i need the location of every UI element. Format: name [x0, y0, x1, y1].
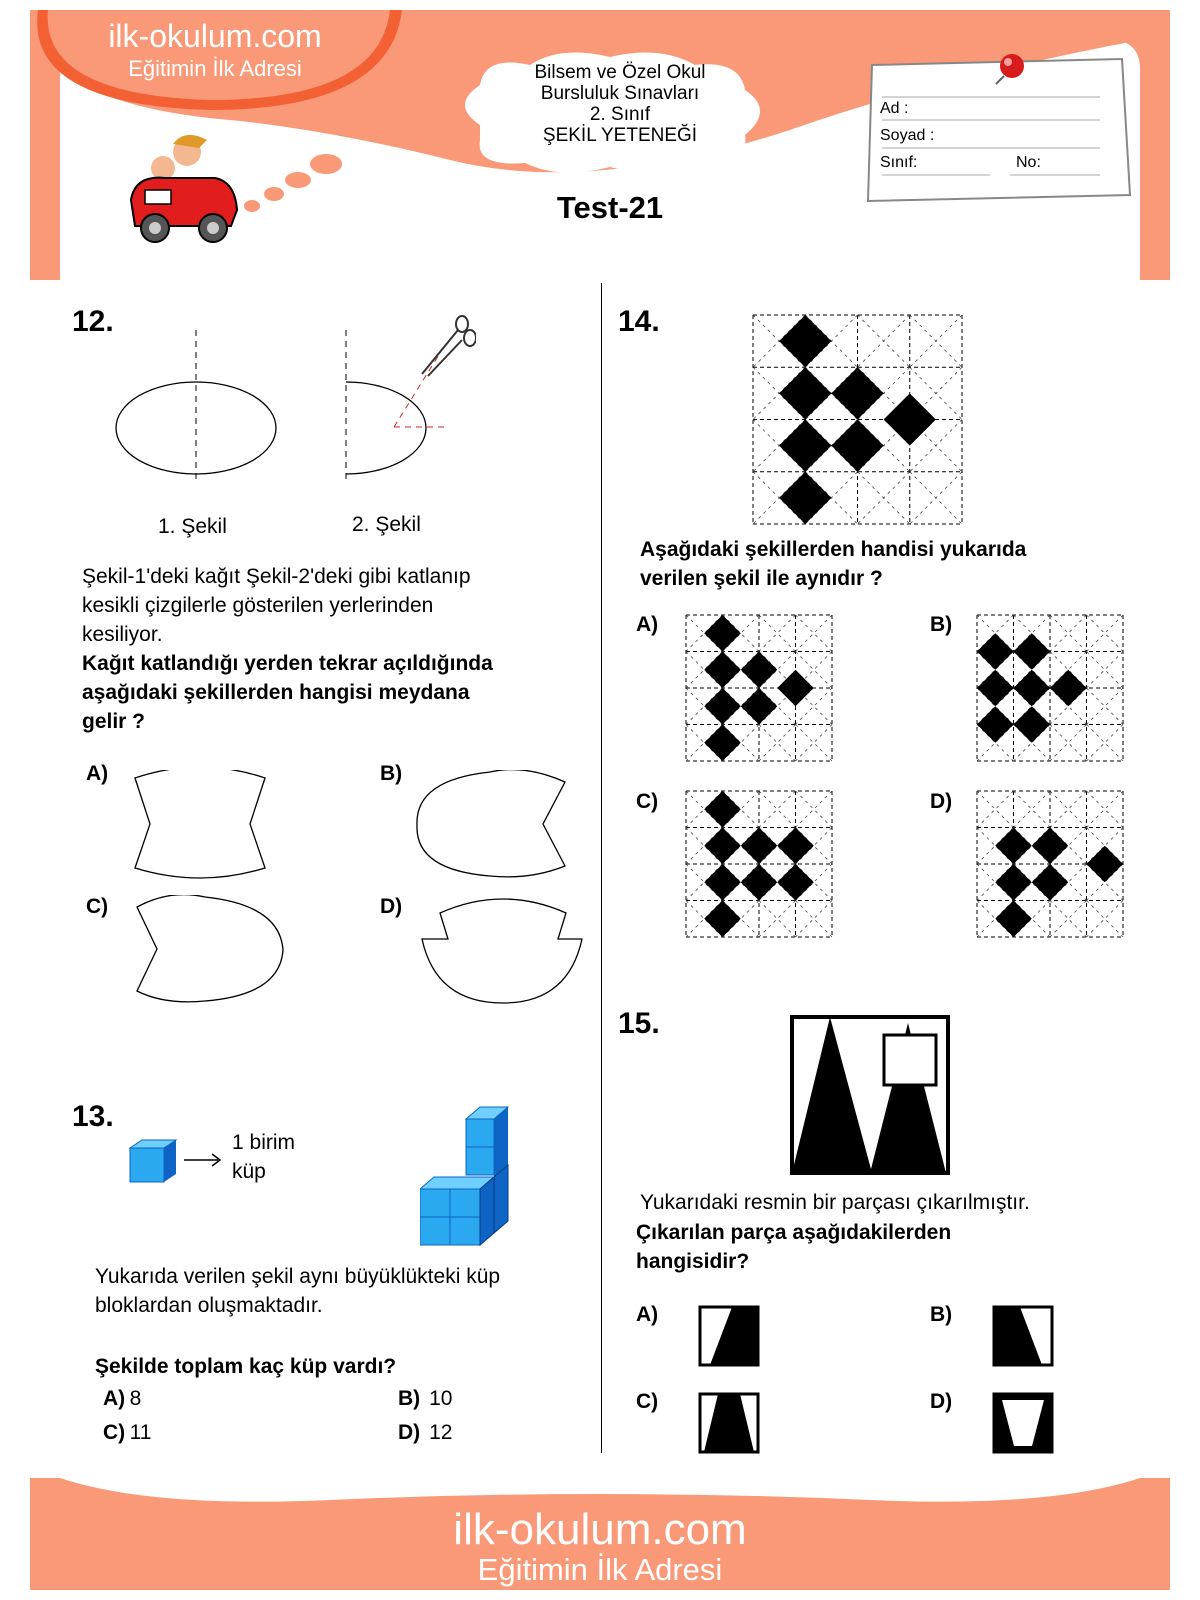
grid-diagonal	[858, 315, 910, 367]
q12-option-d[interactable]: D)	[380, 895, 403, 918]
black-diamond	[977, 670, 1014, 707]
q15-piece-d[interactable]	[992, 1392, 1054, 1454]
text-line: Yukarıda verilen şekil aynı büyüklükteki küp	[95, 1265, 501, 1288]
q13-question: Şekilde toplam kaç küp vardı?	[95, 1355, 397, 1378]
black-diamond	[995, 828, 1032, 865]
black-diamond	[741, 652, 778, 689]
cloud-title	[495, 62, 745, 146]
grid-diagonal	[910, 472, 962, 524]
black-diamond	[741, 828, 778, 865]
black-diamond	[831, 420, 883, 472]
text-line: kesikli çizgilerle gösterilen yerlerinden	[82, 594, 434, 617]
q12-option-c[interactable]: C)	[86, 895, 109, 918]
label-line: küp	[232, 1160, 266, 1183]
black-diamond	[831, 367, 883, 419]
text-line: kesiliyor.	[82, 623, 163, 646]
option-label: C)	[103, 1421, 126, 1444]
q13-option-b[interactable]	[398, 1387, 452, 1411]
black-diamond	[704, 652, 741, 689]
q15-option-b[interactable]: B)	[930, 1303, 953, 1326]
black-diamond	[704, 725, 741, 762]
q12-fig1-label: 1. Şekil	[158, 515, 227, 538]
q15-option-d[interactable]: D)	[930, 1390, 953, 1413]
unit-cube-icon	[128, 1138, 228, 1188]
black-diamond	[777, 828, 814, 865]
question-line: gelir ?	[82, 710, 146, 733]
form-class-label: Sınıf:	[880, 154, 918, 171]
q13-text	[95, 1262, 595, 1320]
black-diamond	[779, 367, 831, 419]
question-line: Kağıt katlandığı yerden tekrar açıldığında	[82, 652, 493, 675]
form-number-label: No:	[1016, 154, 1041, 171]
footer-subtitle: Eğitimin İlk Adresi	[477, 1552, 723, 1587]
q13-option-d[interactable]	[398, 1421, 452, 1445]
q15-question	[636, 1218, 1176, 1276]
q12-shape-c[interactable]	[125, 895, 285, 1005]
q14-question	[640, 535, 1180, 593]
q14-grid-b[interactable]	[974, 612, 1126, 764]
q15-piece-c[interactable]	[698, 1392, 760, 1454]
logo-subtitle: Eğitimin İlk Adresi	[128, 56, 302, 81]
logo-title[interactable]: ilk-okulum.com	[108, 18, 322, 54]
black-diamond	[741, 688, 778, 725]
black-diamond	[704, 688, 741, 725]
q14-option-c[interactable]: C)	[636, 790, 659, 813]
black-diamond	[779, 315, 831, 367]
cube-stack-figure	[420, 1105, 520, 1255]
q12-text	[82, 562, 582, 736]
q12-shape-a[interactable]	[125, 770, 275, 880]
q12-fig2-label: 2. Şekil	[352, 513, 421, 536]
black-diamond	[704, 828, 741, 865]
black-diamond	[704, 864, 741, 901]
scissors-icon	[418, 314, 476, 378]
thought-bubbles	[230, 150, 350, 220]
black-diamond	[1014, 706, 1051, 743]
text-line: Şekil-1'deki kağıt Şekil-2'deki gibi katlanıp	[82, 565, 471, 588]
q15-option-a[interactable]: A)	[636, 1303, 659, 1326]
q14-option-a[interactable]: A)	[636, 613, 659, 636]
q12-shape-d[interactable]	[418, 895, 588, 1005]
question-line: verilen şekil ile aynıdır ?	[640, 567, 883, 590]
grid-diagonal	[858, 472, 910, 524]
question-line: Çıkarılan parça aşağıdakilerden	[636, 1221, 952, 1244]
form-name-label: Ad :	[880, 100, 909, 117]
q13-option-c[interactable]	[103, 1421, 151, 1445]
pin-icon	[990, 50, 1030, 90]
black-diamond	[977, 706, 1014, 743]
q15-number: 15.	[618, 1007, 660, 1040]
black-diamond	[741, 864, 778, 901]
black-diamond	[1087, 846, 1124, 883]
black-diamond	[995, 864, 1032, 901]
q12-shape-b[interactable]	[415, 770, 575, 880]
option-value: 10	[429, 1387, 453, 1410]
option-value: 12	[429, 1421, 453, 1444]
cloud-line: 2. Sınıf	[589, 104, 651, 125]
black-diamond	[704, 791, 741, 828]
black-diamond	[779, 420, 831, 472]
q14-grid-d[interactable]	[974, 788, 1126, 940]
q12-option-a[interactable]: A)	[86, 762, 109, 785]
cloud-line: Bilsem ve Özel Okul	[534, 62, 706, 83]
cloud-line: ŞEKİL YETENEĞİ	[542, 125, 698, 146]
q15-main-picture	[790, 1015, 952, 1175]
q14-grid-c[interactable]	[683, 788, 835, 940]
option-value: 8	[129, 1387, 142, 1410]
black-diamond	[1014, 670, 1051, 707]
black-diamond	[777, 864, 814, 901]
black-diamond	[777, 670, 814, 707]
q14-grid-a[interactable]	[683, 612, 835, 764]
black-diamond	[1050, 670, 1087, 707]
black-diamond	[1014, 633, 1051, 670]
q14-option-b[interactable]: B)	[930, 613, 953, 636]
cloud-line: Bursluluk Sınavları	[540, 83, 700, 104]
black-diamond	[704, 901, 741, 938]
text-line: bloklardan oluşmaktadır.	[95, 1294, 323, 1317]
grid-diagonal	[910, 315, 962, 367]
black-diamond	[977, 633, 1014, 670]
q15-option-c[interactable]: C)	[636, 1390, 659, 1413]
q12-option-b[interactable]: B)	[380, 762, 403, 785]
q13-number: 13.	[72, 1100, 114, 1133]
car-mascot-icon	[125, 130, 240, 250]
question-line: Aşağıdaki şekillerden handisi yukarıda	[640, 538, 1027, 561]
option-label: D)	[398, 1421, 421, 1444]
q13-option-a[interactable]	[103, 1387, 141, 1411]
column-divider	[601, 283, 602, 1453]
black-diamond	[884, 393, 936, 445]
form-surname-label: Soyad :	[880, 127, 935, 144]
unit-cube-label	[232, 1128, 295, 1186]
q14-number: 14.	[618, 305, 660, 338]
black-diamond	[704, 615, 741, 652]
option-label: A)	[103, 1387, 126, 1410]
black-diamond	[1032, 864, 1069, 901]
q14-main-grid	[750, 312, 965, 527]
black-diamond	[1032, 828, 1069, 865]
option-label: B)	[398, 1387, 421, 1410]
label-line: 1 birim	[232, 1131, 296, 1154]
q15-text: Yukarıdaki resmin bir parçası çıkarılmıştır.	[640, 1191, 1030, 1214]
black-diamond	[779, 472, 831, 524]
option-value: 11	[129, 1421, 152, 1444]
q15-piece-b[interactable]	[992, 1305, 1054, 1367]
q12-number: 12.	[72, 305, 114, 338]
black-diamond	[995, 901, 1032, 938]
q15-piece-a[interactable]	[698, 1305, 760, 1367]
footer-title[interactable]: ilk-okulum.com	[453, 1505, 747, 1554]
question-line: hangisidir?	[636, 1250, 750, 1273]
test-title: Test-21	[556, 190, 664, 225]
question-line: aşağıdaki şekillerden hangisi meydana	[82, 681, 470, 704]
q14-option-d[interactable]: D)	[930, 790, 953, 813]
